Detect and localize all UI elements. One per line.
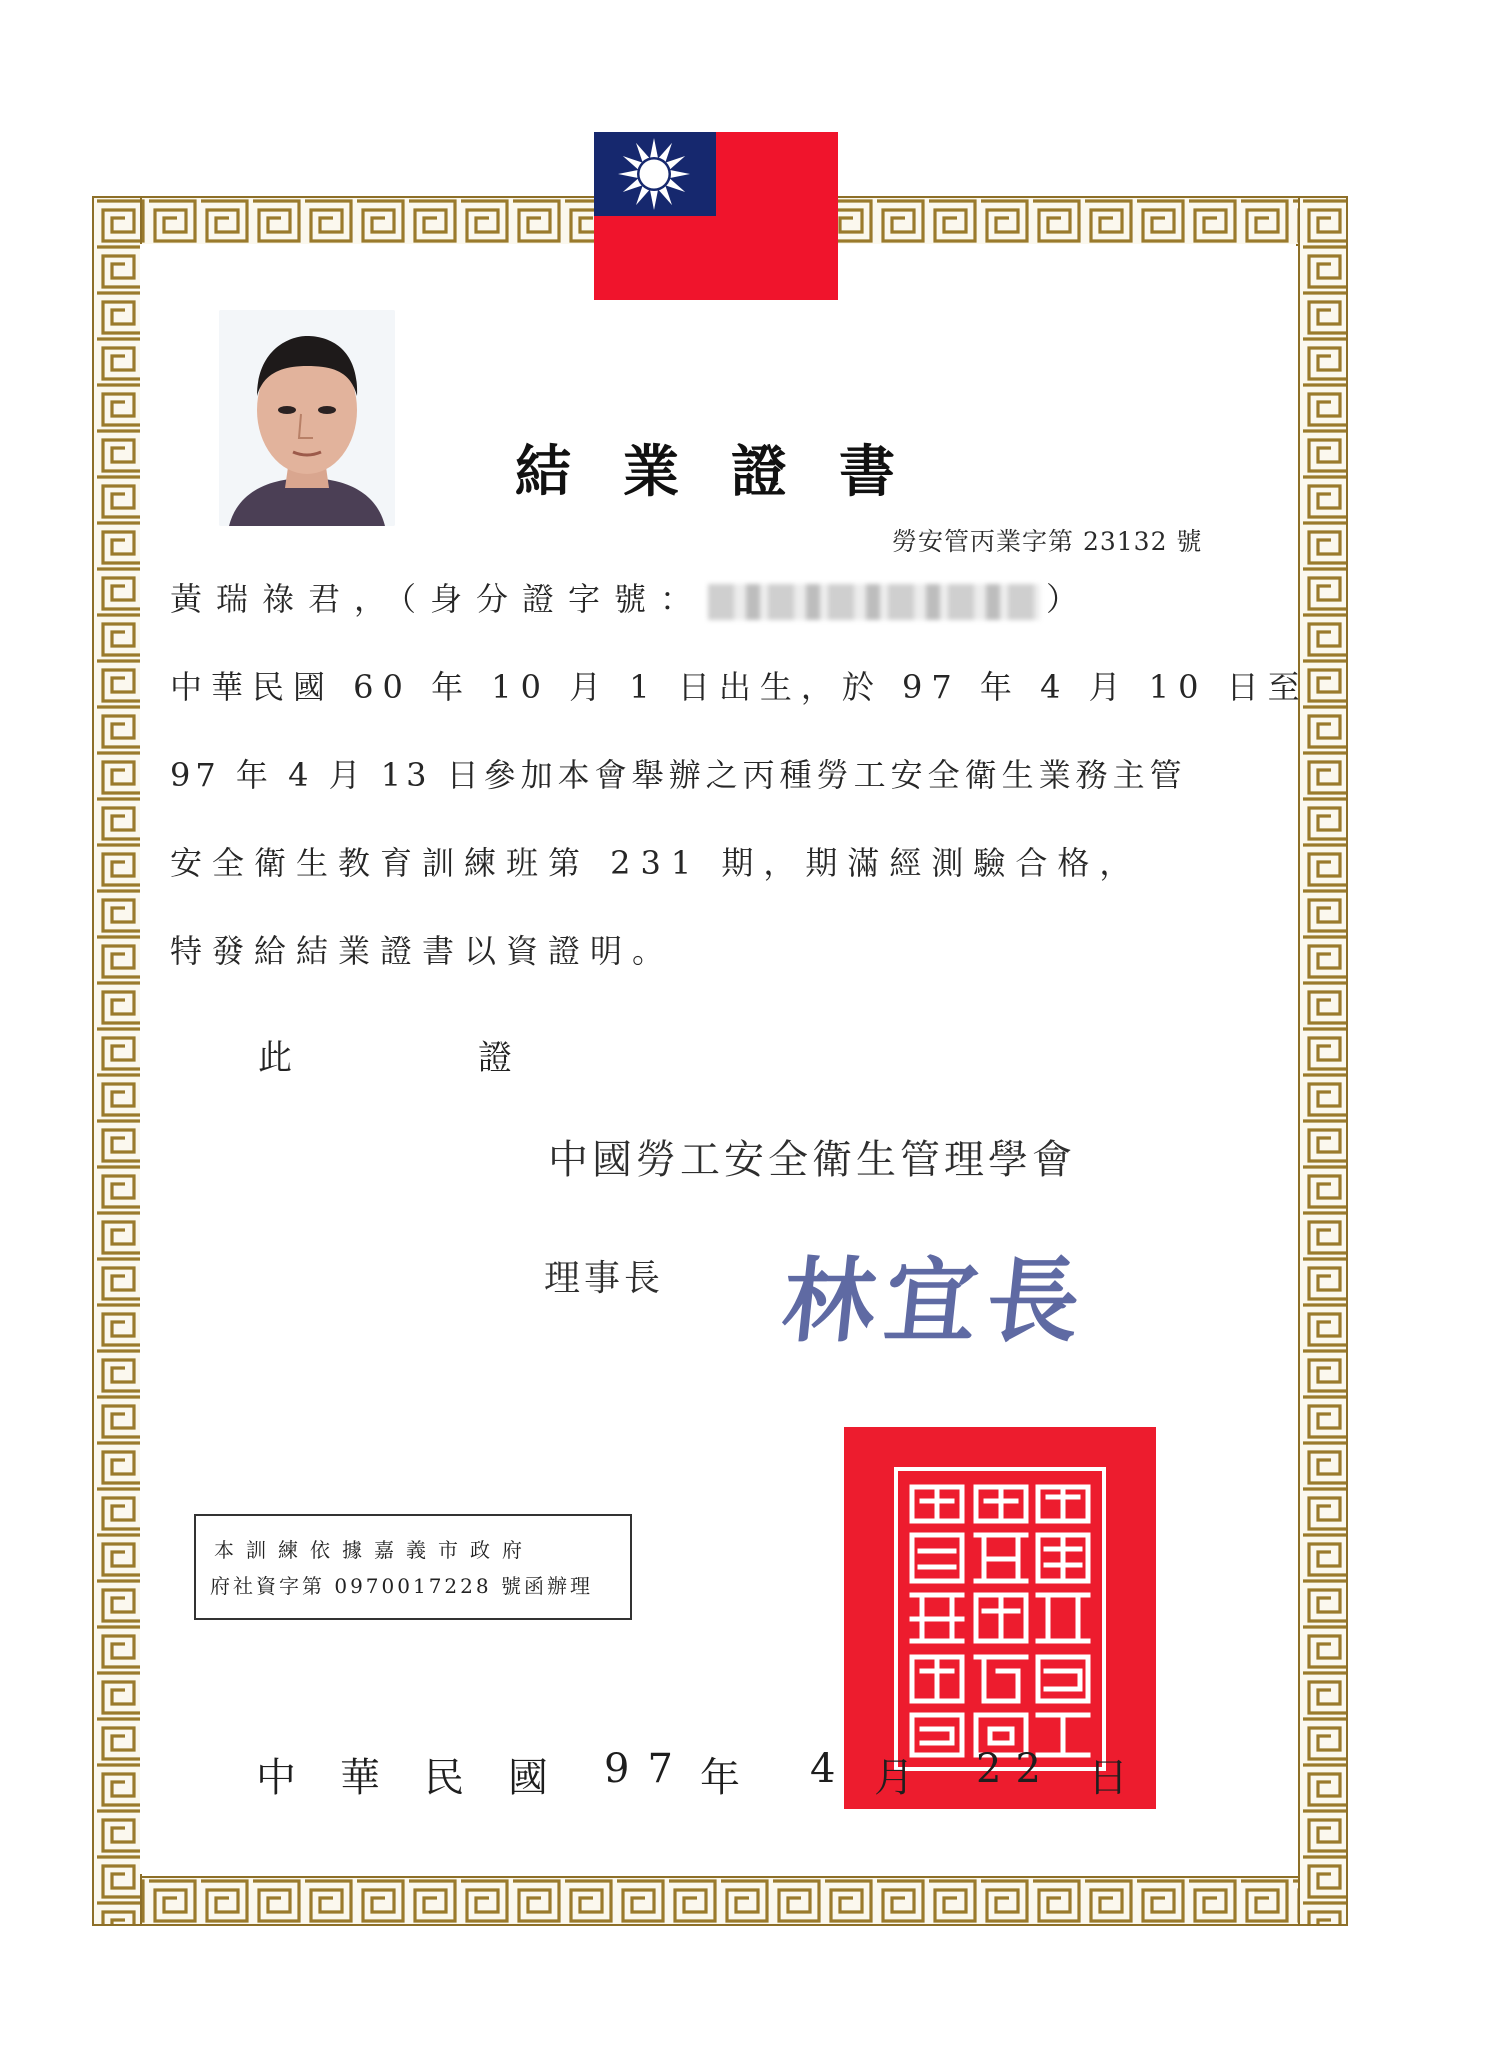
body-line-3: 97 年 4 月 13 日參加本會舉辦之丙種勞工安全衛生業務主管 xyxy=(170,756,1187,794)
chairman-label: 理事長 xyxy=(544,1258,665,1299)
id-number-redacted xyxy=(708,584,1040,620)
body-line-2: 中華民國 60 年 10 月 1 日出生，於 97 年 4 月 10 日至 xyxy=(170,668,1309,706)
border-bottom xyxy=(92,1876,1348,1926)
body-line-5: 特發給結業證書以資證明。 xyxy=(170,932,675,970)
body-line-4: 安全衛生教育訓練班第 231 期，期滿經測驗合格， xyxy=(170,844,1142,882)
portrait-photo xyxy=(219,310,395,526)
certify-left: 此 xyxy=(258,1038,292,1078)
body-line-1-close: ） xyxy=(1046,580,1093,618)
date-year-unit: 年 xyxy=(700,1755,740,1801)
note-line-1: 本訓練依據嘉義市政府 xyxy=(214,1538,534,1562)
note-line-2: 府社資字第 0970017228 號函辦理 xyxy=(210,1574,593,1598)
flag-canton xyxy=(594,132,716,216)
certificate-title: 結業證書 xyxy=(515,439,947,505)
date-day: 22 xyxy=(976,1746,1055,1792)
portrait-illustration xyxy=(219,310,395,526)
border-left xyxy=(92,196,142,1926)
organization-name: 中國勞工安全衛生管理學會 xyxy=(548,1137,1076,1183)
sun-emblem-icon xyxy=(614,134,694,214)
date-month-unit: 月 xyxy=(874,1755,914,1801)
reference-number: 勞安管丙業字第 23132 號 xyxy=(892,527,1203,556)
national-flag-icon xyxy=(594,132,838,300)
date-era: 中華民國 xyxy=(256,1755,592,1801)
recipient-name-line: 黃瑞祿君，（身分證字號： xyxy=(170,580,707,618)
seal-script-graphic xyxy=(898,1471,1102,1767)
date-day-unit: 日 xyxy=(1088,1755,1128,1801)
certify-right: 證 xyxy=(478,1038,512,1078)
chairman-signature: 林宜長 xyxy=(777,1247,1095,1355)
border-right xyxy=(1298,196,1348,1926)
note-box xyxy=(194,1514,632,1620)
seal-frame xyxy=(894,1467,1106,1771)
date-year: 97 xyxy=(604,1746,691,1792)
body-line-1 xyxy=(170,574,1092,620)
date-month: 4 xyxy=(810,1746,836,1792)
